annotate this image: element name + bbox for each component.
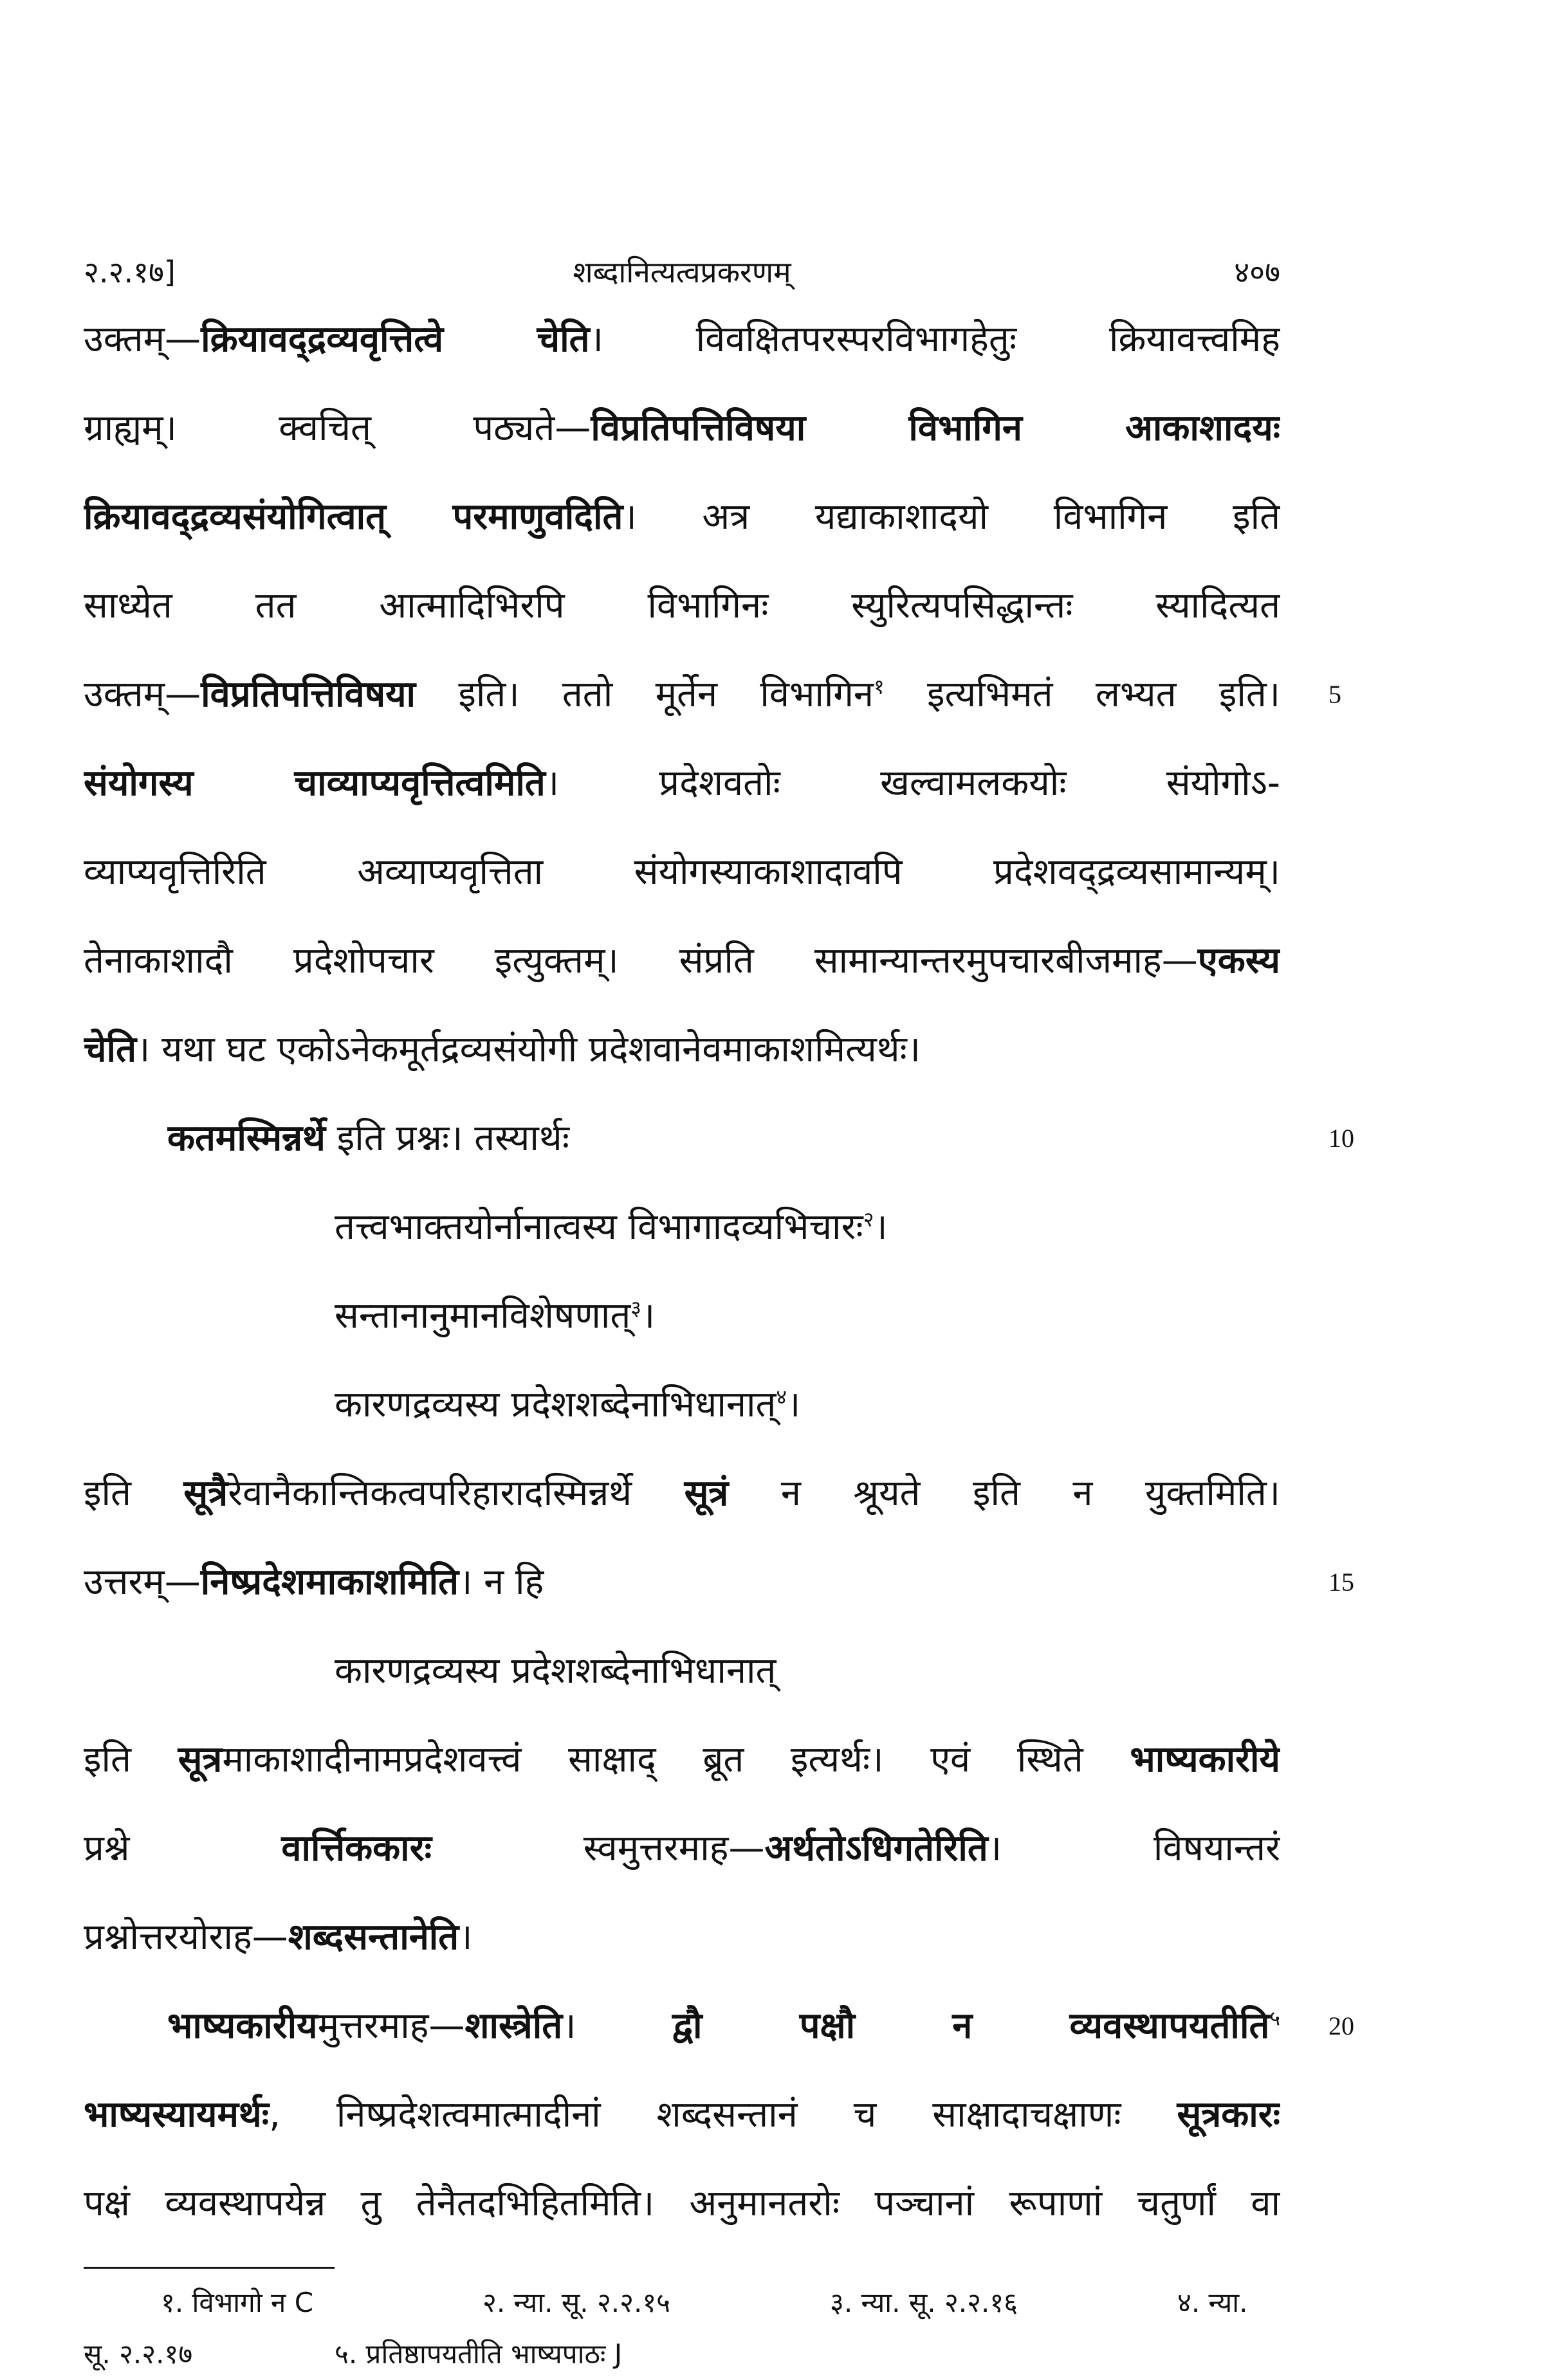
text-run: ।	[562, 2005, 672, 2047]
text-line	[84, 1550, 1280, 1615]
footnote-line	[84, 2277, 1280, 2329]
text-run: सूत्र	[178, 1739, 223, 1780]
text-run: पक्षं व्यवस्थापयेन्न तु तेनैतदभिहितमिति। अनुमानतरोः पञ्चानां रूपाणां चतुर्णां वा	[84, 2183, 1280, 2224]
text-run: माकाशादीनामप्रदेशवत्त्वं साक्षाद् ब्रूत इत्यर्थः। एवं स्थिते	[222, 1739, 1130, 1780]
text-run: इति	[84, 1739, 178, 1780]
text-run: चेति	[84, 1029, 136, 1070]
text-run: स्वमुत्तरमाह—	[431, 1827, 765, 1869]
footnote-2: २. न्या. सू. २.२.१५	[482, 2287, 671, 2318]
footnote-1: १. विभागो न C	[161, 2287, 314, 2318]
text-run: एकस्य	[1197, 940, 1280, 982]
footnote-5: ५. प्रतिष्ठापयतीति भाष्यपाठः J	[335, 2338, 623, 2370]
text-run: । विवक्षितपरस्परविभागहेतुः क्रियावत्त्वमिह	[589, 318, 1280, 360]
text-run: तेनाकाशादौ प्रदेशोपचार इत्युक्तम्। संप्रति सामान्यान्तरमुपचारबीजमाह—	[84, 940, 1198, 982]
text-run: उक्तम्—	[84, 673, 201, 715]
text-run: ग्राह्यम्। क्वचित् पठ्यते—	[84, 407, 591, 449]
text-run: द्वौ पक्षौ न व्यवस्थापयतीति	[672, 2005, 1270, 2047]
text-line	[335, 1284, 1280, 1348]
text-run: । यथा घट एकोऽनेकमूर्तद्रव्यसंयोगी प्रदेशवानेवमाकाशमित्यर्थः।	[136, 1029, 921, 1070]
text-run: सन्तानानुमानविशेषणात्	[335, 1295, 631, 1337]
chapter-title: शब्दानित्यत्वप्रकरणम्	[573, 255, 791, 289]
text-line	[84, 929, 1280, 993]
text-line	[84, 751, 1280, 816]
text-run: कारणद्रव्यस्य प्रदेशशब्देनाभिधानात्	[335, 1650, 777, 1692]
text-run: इत्यभिमतं लभ्यत इति।	[884, 673, 1280, 715]
text-run: वार्त्तिककारः	[281, 1827, 432, 1869]
text-line	[335, 1373, 1280, 1437]
footnote-marker: ५	[1269, 2006, 1280, 2031]
text-run: विप्रतिपत्तिविषया विभागिन आकाशादयः	[591, 407, 1280, 449]
text-run: अर्थतोऽधिगतेरिति	[764, 1827, 988, 1869]
text-run: , निष्प्रदेशत्वमात्मादीनां शब्दसन्तानं च साक्षादाचक्षाणः	[269, 2094, 1177, 2136]
text-run: तत्त्वभाक्तयोर्नानात्वस्य विभागादव्यभिचारः	[335, 1206, 863, 1248]
running-header	[84, 250, 1280, 295]
text-run: उक्तम्—	[84, 318, 201, 360]
footnote-marker: १	[874, 674, 885, 699]
text-run: ।	[874, 1206, 888, 1248]
text-line	[84, 1461, 1280, 1526]
text-line	[84, 485, 1280, 549]
margin-line-number: 5	[1328, 680, 1341, 709]
text-line	[84, 1817, 1280, 1881]
text-line	[335, 1639, 1280, 1703]
footnote-3: ३. न्या. सू. २.२.१६	[830, 2287, 1018, 2318]
text-run: । प्रदेशवतोः खल्वामलकयोः संयोगोऽ-	[545, 762, 1280, 804]
text-run: प्रश्नोत्तरयोराह—	[84, 1916, 288, 1958]
text-run: ।	[459, 1916, 473, 1958]
footnote-4-cont: सू. २.२.१७	[84, 2338, 193, 2370]
text-line	[84, 1728, 1280, 1792]
text-line	[167, 1106, 1280, 1171]
footnote-divider	[84, 2267, 335, 2269]
text-run: ।	[787, 1384, 801, 1425]
text-line	[84, 1018, 1280, 1082]
text-run: उत्तरम्—	[84, 1561, 201, 1603]
text-run: भाष्यकारीये	[1130, 1739, 1280, 1780]
page-number: ४०७	[1234, 255, 1280, 289]
text-run: शब्दसन्तानेति	[288, 1916, 459, 1958]
text-run: इति। ततो मूर्तेन विभागिन	[416, 673, 874, 715]
footnote-marker: ४	[776, 1384, 787, 1409]
text-run: विप्रतिपत्तिविषया	[201, 673, 416, 715]
text-run: इति प्रश्नः। तस्यार्थः	[325, 1117, 570, 1159]
margin-line-number: 15	[1328, 1568, 1354, 1597]
text-line	[84, 574, 1280, 638]
text-run: क्रियावद्द्रव्यसंयोगित्वात् परमाणुवदिति	[84, 496, 623, 538]
text-run: । विषयान्तरं	[988, 1827, 1280, 1869]
text-run: भाष्यस्यायमर्थः	[84, 2094, 270, 2136]
footnote-marker: २	[863, 1207, 874, 1232]
text-line	[167, 1994, 1280, 2058]
margin-line-number: 20	[1328, 2011, 1354, 2040]
text-line	[84, 1905, 1280, 1970]
text-run: ।	[641, 1295, 656, 1337]
text-line	[84, 307, 1280, 372]
text-run: कतमस्मिन्नर्थे	[167, 1117, 326, 1159]
text-run: न श्रूयते इति न युक्तमिति।	[728, 1472, 1280, 1514]
footnote-marker: ३	[630, 1295, 641, 1321]
text-run: रेवानैकान्तिकत्वपरिहारादस्मिन्नर्थे	[228, 1472, 685, 1514]
text-run: इति	[84, 1472, 184, 1514]
text-run: सूत्रै	[183, 1472, 228, 1514]
text-run: सूत्रकारः	[1177, 2094, 1280, 2136]
text-run: निष्प्रदेशमाकाशमिति	[200, 1561, 459, 1603]
text-run: प्रश्ने	[84, 1827, 282, 1869]
text-line	[84, 840, 1280, 904]
text-line	[84, 2083, 1280, 2147]
text-run: संयोगस्य चाव्याप्यवृत्तित्वमिति	[84, 762, 546, 804]
text-run: क्रियावद्द्रव्यवृत्तित्वे चेति	[201, 318, 590, 360]
text-line	[84, 396, 1280, 461]
section-number: २.२.१७]	[84, 255, 176, 289]
text-run: सूत्रं	[684, 1472, 729, 1514]
text-run: । न हि	[459, 1561, 544, 1603]
footnote-4: ४. न्या.	[1177, 2287, 1248, 2318]
text-run: । अत्र यद्याकाशादयो विभागिन इति	[623, 496, 1280, 538]
text-run: शास्त्रेति	[464, 2005, 563, 2047]
text-run: व्याप्यवृत्तिरिति अव्याप्यवृत्तिता संयोगस्याकाशादावपि प्रदेशवद्द्रव्यसामान्यम्।	[84, 851, 1280, 893]
text-run: भाष्यकारीय	[167, 2005, 318, 2047]
text-line	[84, 663, 1280, 727]
text-run: साध्येत तत आत्मादिभिरपि विभागिनः स्युरित्यपसिद्धान्तः स्यादित्यत	[84, 585, 1280, 627]
text-line	[84, 2172, 1280, 2236]
margin-line-number: 10	[1328, 1124, 1354, 1153]
text-run: कारणद्रव्यस्य प्रदेशशब्देनाभिधानात्	[335, 1384, 777, 1425]
text-line	[335, 1195, 1280, 1259]
footnote-line	[84, 2329, 1280, 2380]
text-run: मुत्तरमाह—	[317, 2005, 465, 2047]
